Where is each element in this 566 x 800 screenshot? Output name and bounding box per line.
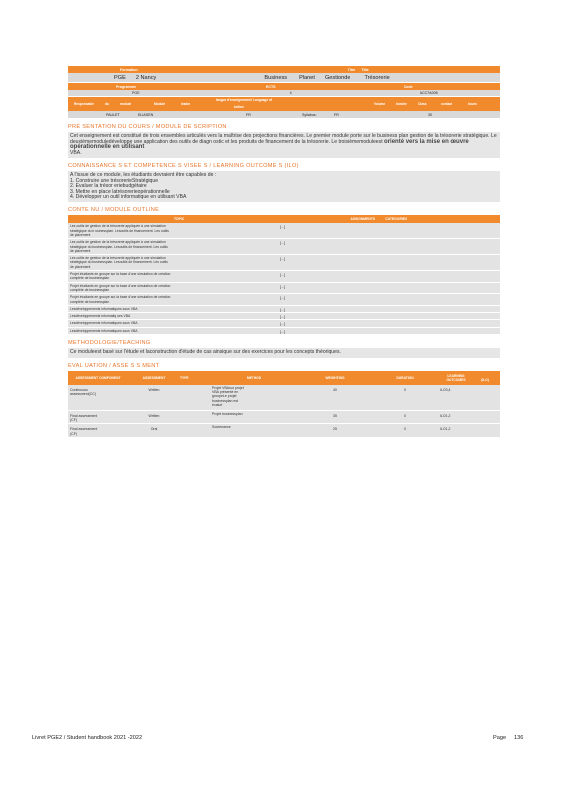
eval-method: [210, 411, 298, 424]
header-row1-labels: [68, 66, 500, 73]
topic-line: de placement: [70, 264, 91, 269]
topic-table-header: [68, 215, 500, 223]
topic-row: [68, 328, 500, 335]
topic-line: complète de businessplan: [70, 276, 110, 281]
eval-component: [68, 385, 128, 410]
eval-type: [180, 385, 210, 410]
value-responsable-2: ELIASEN: [138, 113, 154, 117]
topic-line: Lesdéveloppements informatiq ues VBA: [70, 314, 131, 319]
label-class: Class: [418, 102, 427, 106]
eval-h-type: TYPE: [180, 375, 189, 380]
competences-list: [68, 171, 500, 202]
value-ects: 4: [289, 91, 292, 95]
topic-line: Projet étudiants en groupe sur la base d'une simulation de création: [70, 295, 171, 300]
topic-line: de placement: [70, 248, 91, 253]
topic-assignment: [...]: [280, 307, 285, 312]
topic-text: [68, 320, 280, 326]
eval-table-header: [68, 371, 500, 385]
topic-line: complète de businessplan: [70, 299, 110, 304]
topic-assignment: [...]: [280, 329, 285, 334]
value-title-1: Business: [264, 74, 288, 81]
footer-left: Livret PGE2 / Student handbook 2021 -2022: [32, 735, 143, 741]
syllabus-page: [68, 66, 500, 438]
label-leader: leader: [181, 102, 191, 106]
eval-method: [210, 385, 298, 410]
presentation-text: [68, 132, 500, 158]
eval-weighting: 40: [333, 387, 337, 392]
eval-duration: 0: [404, 427, 406, 432]
label-volume: Volume: [374, 102, 386, 106]
topic-text: [68, 328, 280, 334]
value-responsable: PAULET: [106, 113, 120, 117]
competence-item-1: 1. Construire une trésorerieStratégique: [70, 177, 159, 184]
methodologie-title: METHODOLOGIE/TEACHING: [68, 340, 151, 347]
eval-component-line: (CF): [70, 431, 77, 436]
topic-text: [68, 255, 280, 270]
eval-h-method: METHOD: [246, 375, 262, 380]
label-horaire: horaire: [396, 102, 407, 106]
topic-row: [68, 271, 500, 283]
eval-method-line: businessplan est: [212, 398, 239, 403]
label-contact: contact: [441, 102, 453, 106]
eval-component-line: Final assessment: [70, 413, 98, 418]
eval-method-line: groupeLe projet: [212, 394, 237, 399]
topic-row: [68, 223, 500, 239]
label-ects: ECTS: [265, 84, 276, 89]
competences-title: CONNAISSANCE S ET COMPETENCE S VISEE S / LEARNING OUTCOME S (ILO): [68, 163, 299, 170]
value-title-3: Gestionde: [324, 74, 351, 81]
topic-line: Les outils de gestion de la trésorerie appliquée à une simulation: [70, 256, 166, 261]
eval-component-line: Continuous: [70, 387, 88, 392]
eval-component-line: (CF): [70, 417, 77, 422]
eval-assessment: Oral: [150, 427, 158, 432]
value-code: ACC7A008: [419, 91, 438, 95]
topic-row: [68, 239, 500, 255]
eval-method-line: VBA présenté en: [212, 389, 239, 394]
eval-component: [68, 411, 128, 424]
label-programme: Programme: [116, 84, 136, 89]
presentation-text-2: orienté vers la mise en œuvre opérationnelle en utilisant: [70, 138, 469, 151]
eval-h-ilo-abbr: (ILO): [481, 378, 489, 383]
value-langue: FR: [246, 113, 251, 117]
categories-header: CATEGORIES: [385, 217, 408, 222]
label-responsable: Responsable: [74, 102, 94, 106]
eval-method-line: Projet businessplan: [212, 411, 243, 416]
presentation-text-1: Cet enseignement est constitué de trois ensembles articulés vers la maîtrise des projections financières. Le premier module porte sur le business plan gestion de la trésorerie stratégique. Le deuxièmemoduledéveloppe une application des outils de diagn ostic et les produits de financement de la trésorerie. Le troisièmemoduleest: [70, 133, 497, 145]
topic-text: [68, 283, 280, 294]
footer-page-number: 136: [514, 735, 524, 741]
header-row3-labels: [68, 97, 500, 111]
competence-item-3: 3. Mettre en place latrésorerieopérationnelle: [70, 188, 170, 195]
topic-line: Lesdéveloppements informatiques sous VBA: [70, 306, 138, 311]
topic-line: Projet étudiants en groupe sur la base d'une simulation de création: [70, 283, 171, 288]
header-row3-values: [68, 111, 500, 119]
value-syllabus: FR: [334, 113, 339, 117]
topic-row: [68, 283, 500, 295]
topic-line: Lesdéveloppements informatiques sous VBA: [70, 321, 138, 326]
eval-h-weighting: WEIGHTING: [325, 375, 345, 380]
eval-method-line: Soutenance: [212, 425, 231, 430]
eval-component-line: Final assessment: [70, 427, 98, 432]
label-langue: langue d'enseignement/ Language of: [216, 98, 273, 102]
eval-ilo: ILO1,2: [440, 427, 451, 432]
eval-h-ilo: LEARNING OUTCOMES: [446, 373, 466, 382]
topic-text: [68, 306, 280, 312]
label-du: du: [105, 102, 109, 106]
topic-text: [68, 294, 280, 305]
topic-row: [68, 306, 500, 313]
label-module-en: Module: [154, 102, 166, 106]
eval-row: [68, 411, 500, 425]
contenu-title: CONTE NU / MODULE OUTLINE: [68, 207, 160, 214]
topic-row: [68, 320, 500, 327]
eval-table-body: [68, 385, 500, 438]
eval-method: [210, 424, 298, 437]
eval-method-line: évalué: [212, 402, 223, 407]
topic-assignment: [...]: [280, 241, 285, 246]
competences-intro: A l'issue de ce module, les étudiants devraient être capables de :: [70, 172, 217, 179]
eval-type: [180, 424, 210, 437]
eval-h-duration: DURATION: [396, 375, 414, 380]
label-title: Title: [361, 67, 369, 72]
evaluation-title: EVAL UATION / ASSE S S MENT: [68, 362, 160, 369]
topic-line: Les outils de gestion de la trésorerie appliquée à une simulation: [70, 240, 166, 245]
eval-ilo: ILO3,4: [440, 387, 451, 392]
topic-assignment: [...]: [280, 322, 285, 327]
eval-row: [68, 424, 500, 438]
topic-assignment: [...]: [280, 284, 285, 289]
eval-weighting: 35: [333, 413, 337, 418]
topic-assignment: [...]: [280, 257, 285, 262]
label-titre: Titre: [347, 67, 356, 72]
topic-assignment: [...]: [280, 315, 285, 320]
eval-row: [68, 385, 500, 411]
topic-assignment: [...]: [280, 225, 285, 230]
methodologie-text: Ce moduleest basé sur l'étude et laconstruction d'étude de cas ainsique sur des exercices pour les concepts théoriques.: [68, 348, 500, 358]
eval-assessment: Written: [148, 413, 160, 418]
value-hours: 30: [428, 113, 432, 117]
assignments-header: ASSIGNMENTS: [350, 217, 376, 222]
eval-component-line: assessment(CC): [70, 391, 97, 396]
topic-line: stratégique du businessplan. Lesoutils de financement. Les outils: [70, 244, 168, 249]
topic-text: [68, 239, 280, 254]
topic-line: Les outils de gestion de la trésorerie appliquée à une simulation: [70, 224, 166, 229]
topic-row: [68, 294, 500, 306]
topic-line: complète de businessplan: [70, 287, 110, 292]
label-tuition: tuition: [234, 105, 244, 109]
presentation-title: PRÉ SENTATION DU COURS / MODULE DE SCRIPTION: [68, 124, 227, 130]
eval-h-component: ASSESSMENT COMPONENT: [75, 375, 121, 380]
presentation-text-3: VBA.: [70, 149, 82, 156]
label-code: Code: [403, 84, 413, 89]
header-row1-values: [68, 73, 500, 83]
eval-component: [68, 424, 128, 437]
label-formation: Formation: [120, 67, 138, 72]
topic-assignment: [...]: [280, 273, 285, 278]
eval-method-line: Projet VBAsur projet: [212, 385, 244, 390]
eval-duration: 0: [404, 387, 406, 392]
header-row2-values: [68, 90, 500, 97]
footer-page-label: Page: [493, 735, 507, 741]
value-title-2: Planet: [299, 74, 315, 81]
topic-text: [68, 313, 280, 319]
eval-assessment: Written: [148, 387, 160, 392]
topic-text: [68, 271, 280, 282]
topic-text: [68, 223, 280, 238]
topic-line: Projet étudiants en groupe sur la base d'une simulation de création: [70, 272, 171, 277]
eval-duration: 0: [404, 413, 406, 418]
competence-item-4: 4. Développer un outil informatique en utilisant VBA: [70, 194, 187, 200]
topic-table-body: [68, 223, 500, 335]
topic-row: [68, 255, 500, 271]
topic-line: stratégique du b usinessplan. Lesoutils de financement. Les outils: [70, 228, 169, 233]
label-syllabus: Syllabus:: [302, 113, 317, 117]
label-hours: hours: [468, 102, 477, 106]
value-title-4: Trésorerie: [364, 74, 390, 81]
header-row2-labels: [68, 83, 500, 90]
label-module: module: [120, 102, 132, 106]
eval-weighting: 25: [333, 427, 337, 432]
eval-ilo: ILO1,2: [440, 413, 451, 418]
topic-row: [68, 313, 500, 320]
value-campus: 2 Nancy: [135, 74, 157, 81]
value-programme: PGE: [132, 91, 140, 95]
competence-item-2: 2. Evaluer la trésor eriebudgétaire: [70, 183, 147, 190]
topic-line: stratégique du businessplan. Lesoutils de financement. Les outils: [70, 260, 168, 265]
value-formation: PGE: [114, 74, 126, 81]
topic-line: de placement: [70, 233, 91, 237]
eval-type: [180, 411, 210, 424]
topic-line: Lesdéveloppements informatiques sous VBA: [70, 328, 138, 333]
eval-h-assessment: ASSESSMENT: [142, 375, 166, 380]
topic-header: TOPIC: [174, 217, 185, 222]
topic-assignment: [...]: [280, 296, 285, 301]
